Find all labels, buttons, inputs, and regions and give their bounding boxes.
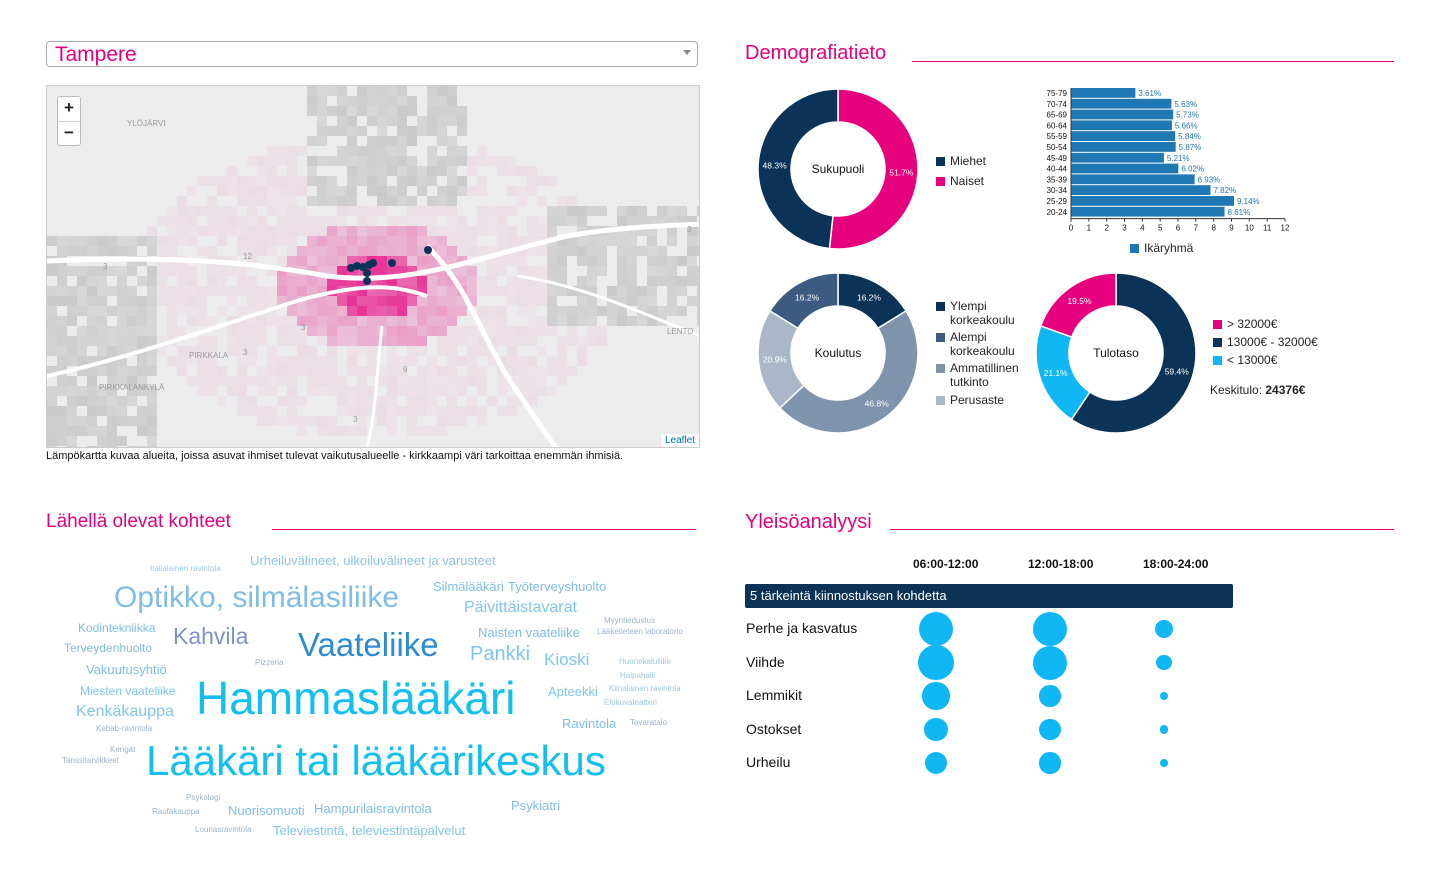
- cloud-word[interactable]: Pankki: [470, 643, 531, 665]
- interest-label: Urheilu: [746, 754, 791, 770]
- x-tick-label: 2: [1104, 223, 1109, 233]
- audience-title: Yleisöanalyysi: [745, 511, 872, 533]
- cloud-word[interactable]: Psykiatri: [511, 798, 561, 813]
- income-donut: [1036, 273, 1196, 433]
- word-cloud: [46, 540, 698, 850]
- age-bar[interactable]: [1071, 207, 1225, 217]
- legend-item: [1213, 317, 1318, 331]
- cloud-word[interactable]: Vaateliike: [298, 626, 439, 663]
- donut-center-label: Koulutus: [814, 346, 862, 360]
- slice-label: 21.1%: [1043, 367, 1068, 378]
- cloud-word[interactable]: Vakuutusyhtiö: [86, 662, 167, 677]
- interest-bubble[interactable]: [1039, 719, 1060, 740]
- age-value-label: 5.63%: [1174, 99, 1198, 109]
- map-label: LENTO: [667, 327, 694, 336]
- age-category-label: 30-34: [1046, 186, 1067, 196]
- legend-swatch: [1213, 338, 1222, 347]
- interest-bubble[interactable]: [925, 752, 947, 774]
- interest-bubble[interactable]: [1160, 759, 1168, 767]
- map-label: 3: [103, 262, 108, 271]
- education-legend: [936, 299, 1019, 413]
- legend-swatch: [936, 396, 945, 405]
- age-bar[interactable]: [1071, 99, 1171, 109]
- legend-item: [1213, 353, 1318, 367]
- age-value-label: 5.73%: [1176, 110, 1199, 120]
- demographics-title: Demografiatieto: [745, 42, 887, 64]
- column-header: 18:00-24:00: [1143, 557, 1209, 571]
- cloud-word[interactable]: Päivittäistavarat: [464, 599, 577, 616]
- legend-label: korkeakoulu: [950, 313, 1015, 327]
- age-value-label: 7.82%: [1213, 186, 1237, 196]
- cloud-word[interactable]: Apteekki: [548, 684, 598, 699]
- interest-label: Perhe ja kasvatus: [746, 620, 858, 636]
- column-header: 12:00-18:00: [1028, 557, 1094, 571]
- age-bar-chart: [1047, 88, 1290, 233]
- donut-center-label: Tulotaso: [1093, 346, 1139, 360]
- age-bar[interactable]: [1071, 196, 1234, 206]
- age-category-label: 75-79: [1046, 89, 1067, 98]
- age-value-label: 5.84%: [1178, 132, 1201, 142]
- map-label: 3: [687, 225, 692, 234]
- cloud-word[interactable]: Kengät: [110, 745, 136, 754]
- legend-swatch: [1213, 356, 1222, 365]
- x-tick-label: 4: [1140, 223, 1145, 233]
- slice-label: 51.7%: [889, 167, 914, 178]
- age-bar[interactable]: [1071, 185, 1210, 195]
- city-select-value: Tampere: [55, 43, 137, 66]
- legend-swatch: [936, 177, 945, 186]
- leaflet-attribution[interactable]: Leaflet: [661, 434, 699, 447]
- average-income: [1210, 383, 1305, 397]
- legend-swatch: [936, 302, 945, 311]
- age-bar[interactable]: [1071, 142, 1176, 152]
- map-caption: Lämpökartta kuvaa alueita, joissa asuvat ihmiset tulevat vaikutusalueelle - kirkkaampi väri tarkoittaa enemmän ihmisiä.: [46, 450, 624, 462]
- slice-label: 20.9%: [762, 354, 787, 365]
- donut-center-label: Sukupuoli: [811, 162, 865, 176]
- legend-item: [936, 299, 1019, 327]
- legend-label: < 13000€: [1227, 353, 1278, 367]
- map-label: PIRKKALANKYLÄ: [99, 383, 165, 392]
- legend-item: [936, 361, 1019, 389]
- interests-header-label: 5 tärkeintä kiinnostuksen kohdetta: [750, 588, 947, 603]
- cloud-word[interactable]: Optikko, silmälasiliike: [114, 581, 400, 614]
- cloud-word[interactable]: Hammaslääkäri: [196, 672, 516, 724]
- interest-label: Lemmikit: [746, 687, 803, 703]
- cloud-word[interactable]: Kahvila: [173, 623, 249, 649]
- gender-legend: [936, 154, 986, 194]
- slice-label: 48.3%: [762, 160, 787, 171]
- legend-label: Ylempi: [950, 299, 987, 313]
- slice-label: 59.4%: [1164, 366, 1189, 377]
- age-value-label: 6.93%: [1197, 175, 1221, 185]
- age-bar[interactable]: [1071, 120, 1172, 130]
- legend-label: Ikäryhmä: [1144, 241, 1194, 255]
- cloud-word[interactable]: Lääketieteen laboratorio: [597, 627, 683, 636]
- age-value-label: 3.61%: [1138, 89, 1162, 98]
- legend-swatch: [936, 364, 945, 373]
- age-bar[interactable]: [1071, 88, 1135, 98]
- cloud-word[interactable]: Silmälääkäri: [433, 579, 504, 594]
- cloud-word[interactable]: Televiestintä, televiestintäpalvelut: [273, 823, 466, 838]
- age-value-label: 6.02%: [1181, 164, 1205, 174]
- slice-label: 19.5%: [1067, 296, 1092, 307]
- cloud-word[interactable]: Naisten vaateliike: [478, 625, 580, 640]
- cloud-word[interactable]: Miesten vaateliike: [80, 684, 176, 698]
- cloud-word[interactable]: Elokuvateatteri: [604, 698, 657, 707]
- age-category-label: 50-54: [1046, 143, 1067, 152]
- interest-bubble[interactable]: [1039, 685, 1060, 706]
- age-category-label: 70-74: [1046, 99, 1067, 109]
- age-category-label: 45-49: [1046, 153, 1067, 163]
- interest-bubble[interactable]: [919, 612, 953, 646]
- map-label: 12: [243, 252, 252, 261]
- x-tick-label: 7: [1193, 223, 1199, 233]
- cloud-word[interactable]: Työterveyshuolto: [508, 579, 607, 594]
- age-legend: [1130, 241, 1193, 255]
- age-bar[interactable]: [1071, 131, 1175, 141]
- average-income-value: 24376€: [1265, 383, 1306, 397]
- interest-bubble[interactable]: [1156, 655, 1171, 670]
- cloud-word[interactable]: Italialainen ravintola: [150, 564, 221, 573]
- x-tick-label: 5: [1157, 223, 1163, 233]
- cloud-word[interactable]: Pizzeria: [255, 658, 284, 667]
- cloud-word[interactable]: Urheiluvälineet, ulkoiluvälineet ja varusteet: [250, 553, 496, 568]
- age-value-label: 9.14%: [1236, 197, 1260, 206]
- gender-donut: [758, 89, 918, 249]
- interest-bubble[interactable]: [922, 682, 949, 709]
- legend-swatch: [1130, 244, 1139, 253]
- cloud-word[interactable]: Terveydenhuolto: [64, 641, 153, 655]
- x-tick-label: 11: [1263, 223, 1272, 233]
- legend-label: Alempi: [950, 330, 987, 344]
- legend-item: [936, 174, 986, 188]
- slice-label: 46.8%: [864, 398, 889, 409]
- legend-label: > 32000€: [1227, 317, 1278, 331]
- cloud-word[interactable]: Lääkäri tai lääkärikeskus: [146, 737, 606, 784]
- age-category-label: 35-39: [1046, 175, 1067, 185]
- age-category-label: 25-29: [1046, 197, 1067, 206]
- legend-label: korkeakoulu: [950, 344, 1015, 358]
- legend-swatch: [936, 157, 945, 166]
- cloud-word[interactable]: Kioski: [544, 650, 590, 669]
- education-donut: [758, 273, 918, 433]
- cloud-word[interactable]: Myyntiedustus: [604, 616, 656, 625]
- cloud-word[interactable]: Lounasravintola: [195, 825, 252, 834]
- cloud-word[interactable]: Kenkäkauppa: [76, 703, 174, 720]
- zoom-out-button[interactable]: −: [58, 121, 80, 145]
- cloud-word[interactable]: Hampurilaisravintola: [314, 801, 432, 816]
- map-label: YLÖJÄRVI: [127, 119, 166, 128]
- zoom-in-button[interactable]: +: [64, 98, 74, 117]
- age-value-label: 5.66%: [1174, 121, 1198, 131]
- interest-bubble[interactable]: [918, 645, 954, 681]
- cloud-word[interactable]: Rautakauppa: [152, 807, 200, 816]
- interests-header-bar: [745, 584, 1233, 608]
- legend-label: Ammatillinen: [950, 361, 1019, 375]
- age-category-label: 65-69: [1046, 110, 1067, 120]
- cloud-word[interactable]: Tanssitarvikkeet: [62, 756, 119, 765]
- legend-label: tutkinto: [950, 375, 989, 389]
- age-category-label: 60-64: [1046, 121, 1067, 131]
- interest-bubble[interactable]: [1033, 646, 1067, 680]
- cloud-word[interactable]: Halpahalli: [620, 671, 656, 680]
- cloud-word[interactable]: Huonekaluliike: [619, 657, 672, 666]
- map-label: PIRKKALA: [189, 351, 229, 360]
- interest-label: Ostokset: [746, 720, 802, 737]
- cloud-word[interactable]: Psykologi: [186, 793, 221, 802]
- cloud-word[interactable]: Nuorisomuoti: [228, 803, 305, 818]
- map-label: 3: [301, 323, 306, 332]
- x-tick-label: 1: [1086, 223, 1092, 233]
- interest-bubble[interactable]: [1039, 752, 1060, 773]
- legend-item: [1213, 335, 1318, 349]
- map-label: 3: [353, 415, 358, 424]
- age-value-label: 5.21%: [1166, 153, 1190, 163]
- cloud-word[interactable]: Kiinalainen ravintola: [609, 684, 681, 693]
- map-label: 9: [403, 365, 408, 374]
- legend-label: Miehet: [950, 154, 987, 168]
- age-value-label: 8.61%: [1227, 207, 1251, 217]
- age-value-label: 5.87%: [1178, 143, 1202, 152]
- age-category-label: 40-44: [1046, 164, 1067, 174]
- age-bar[interactable]: [1071, 110, 1173, 120]
- age-bar[interactable]: [1071, 153, 1164, 163]
- x-tick-label: 10: [1244, 223, 1254, 233]
- zoom-control: [57, 96, 81, 146]
- column-header: 06:00-12:00: [913, 557, 979, 571]
- cloud-word[interactable]: Tavaratalo: [630, 718, 667, 727]
- cloud-word[interactable]: Kebab-ravintola: [96, 724, 153, 733]
- donut-slice[interactable]: [780, 311, 918, 433]
- legend-item: [936, 154, 986, 168]
- nearby-title: Lähellä olevat kohteet: [46, 511, 231, 532]
- legend-item: [936, 330, 1019, 358]
- x-tick-label: 3: [1122, 223, 1127, 233]
- x-tick-label: 8: [1211, 223, 1216, 233]
- age-category-label: 20-24: [1046, 207, 1067, 217]
- legend-label: 13000€ - 32000€: [1227, 335, 1318, 349]
- age-bar[interactable]: [1071, 164, 1178, 174]
- age-category-label: 55-59: [1046, 132, 1067, 142]
- slice-label: 16.2%: [856, 292, 881, 303]
- x-tick-label: 12: [1280, 223, 1290, 233]
- average-income-label: Keskitulo:: [1210, 383, 1263, 397]
- cloud-word[interactable]: Kodintekniikka: [78, 621, 156, 635]
- x-tick-label: 0: [1068, 223, 1074, 233]
- cloud-word[interactable]: Ravintola: [562, 716, 617, 731]
- x-tick-label: 6: [1175, 223, 1181, 233]
- legend-swatch: [1213, 320, 1222, 329]
- interest-label: Viihde: [746, 653, 785, 670]
- slice-label: 16.2%: [795, 292, 820, 303]
- legend-label: Naiset: [950, 174, 985, 188]
- interest-bubble[interactable]: [1160, 725, 1169, 734]
- legend-label: Perusaste: [950, 393, 1005, 407]
- legend-item: [936, 393, 1019, 407]
- income-legend: [1213, 317, 1318, 373]
- interest-bubble[interactable]: [1033, 612, 1067, 646]
- interest-bubble[interactable]: [924, 718, 947, 741]
- legend-swatch: [936, 333, 945, 342]
- age-bar[interactable]: [1071, 174, 1195, 184]
- x-tick-label: 9: [1229, 223, 1234, 233]
- map-label: 3: [243, 348, 248, 357]
